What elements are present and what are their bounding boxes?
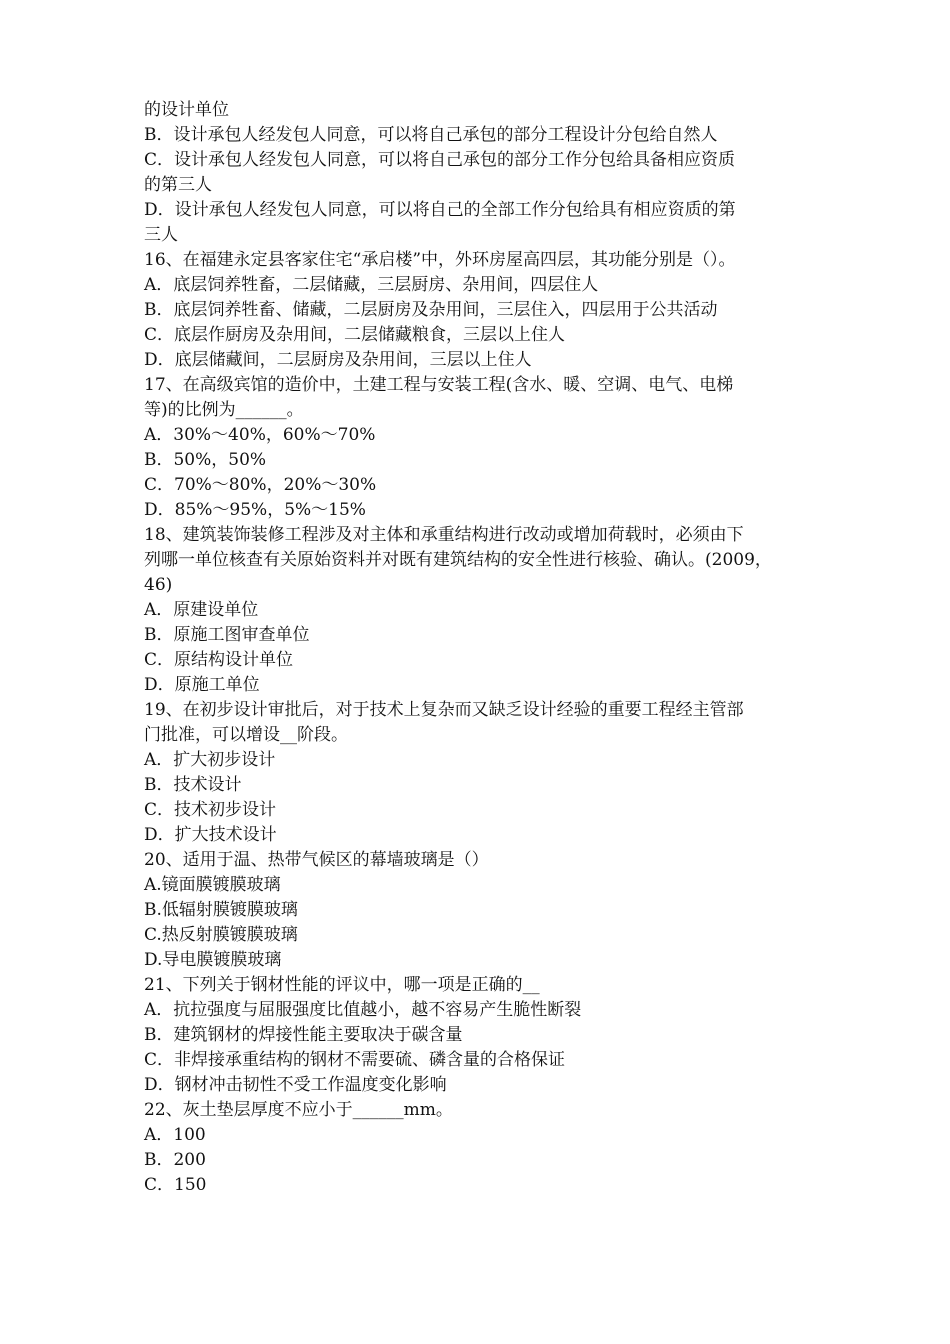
text-line: A．100 xyxy=(144,1125,206,1145)
text-line: D．钢材冲击韧性不受工作温度变化影响 xyxy=(144,1075,447,1095)
text-line: D．设计承包人经发包人同意，可以将自己的全部工作分包给具有相应资质的第 xyxy=(144,200,736,220)
text-line: B．技术设计 xyxy=(144,775,242,795)
text-line: C．非焊接承重结构的钢材不需要硫、磷含量的合格保证 xyxy=(144,1050,566,1070)
text-line: 16、在福建永定县客家住宅“承启楼”中，外环房屋高四层，其功能分别是（）。 xyxy=(144,250,736,270)
text-line: B．建筑钢材的焊接性能主要取决于碳含量 xyxy=(144,1025,463,1045)
text-line: A．抗拉强度与屈服强度比值越小，越不容易产生脆性断裂 xyxy=(144,1000,582,1020)
text-line: 等)的比例为______。 xyxy=(144,400,304,420)
text-line: C．设计承包人经发包人同意，可以将自己承包的部分工作分包给具备相应资质 xyxy=(144,150,736,170)
document-body xyxy=(144,98,820,1198)
text-line: 46) xyxy=(144,575,173,595)
text-line: A．30%～40%，60%～70% xyxy=(144,425,376,445)
text-line: 门批准，可以增设__阶段。 xyxy=(144,725,348,745)
text-line: C．原结构设计单位 xyxy=(144,650,294,670)
text-line: D．85%～95%，5%～15% xyxy=(144,500,366,520)
text-line: B．设计承包人经发包人同意，可以将自己承包的部分工程设计分包给自然人 xyxy=(144,125,718,145)
text-line: 的第三人 xyxy=(144,175,212,195)
text-line: B．200 xyxy=(144,1150,206,1170)
text-line: C.热反射膜镀膜玻璃 xyxy=(144,925,298,945)
text-line: B．底层饲养牲畜、储藏，二层厨房及杂用间，三层住入，四层用于公共活动 xyxy=(144,300,718,320)
text-line: C．技术初步设计 xyxy=(144,800,277,820)
text-line: 22、灰土垫层厚度不应小于______mm。 xyxy=(144,1100,453,1120)
text-line: D．原施工单位 xyxy=(144,675,260,695)
text-line: B．50%，50% xyxy=(144,450,267,470)
text-line: A．底层饲养牲畜，二层储藏，三层厨房、杂用间，四层住人 xyxy=(144,275,599,295)
text-line: A．原建设单位 xyxy=(144,600,259,620)
text-line: B．原施工图审查单位 xyxy=(144,625,310,645)
text-line: 列哪一单位核查有关原始资料并对既有建筑结构的安全性进行核验、确认。(2009， xyxy=(144,550,772,570)
text-line: D．扩大技术设计 xyxy=(144,825,277,845)
text-line: C．底层作厨房及杂用间，二层储藏粮食，三层以上住人 xyxy=(144,325,566,345)
text-line: B.低辐射膜镀膜玻璃 xyxy=(144,900,298,920)
text-line: 17、在高级宾馆的造价中，土建工程与安装工程(含水、暖、空调、电气、电梯 xyxy=(144,375,734,395)
text-line: C．150 xyxy=(144,1175,207,1195)
text-line: A.镜面膜镀膜玻璃 xyxy=(144,875,281,895)
text-line: 21、下列关于钢材性能的评议中，哪一项是正确的__ xyxy=(144,975,540,995)
text-line: C．70%～80%，20%～30% xyxy=(144,475,377,495)
text-line: 19、在初步设计审批后，对于技术上复杂而又缺乏设计经验的重要工程经主管部 xyxy=(144,700,744,720)
text-line: 的设计单位 xyxy=(144,100,229,120)
text-line: D.导电膜镀膜玻璃 xyxy=(144,950,282,970)
text-line: 18、建筑装饰装修工程涉及对主体和承重结构进行改动或增加荷载时，必须由下 xyxy=(144,525,744,545)
text-line: A．扩大初步设计 xyxy=(144,750,276,770)
text-line: 20、适用于温、热带气候区的幕墙玻璃是（） xyxy=(144,850,489,870)
text-line: D．底层储藏间，二层厨房及杂用间，三层以上住人 xyxy=(144,350,532,370)
text-line: 三人 xyxy=(144,225,178,245)
